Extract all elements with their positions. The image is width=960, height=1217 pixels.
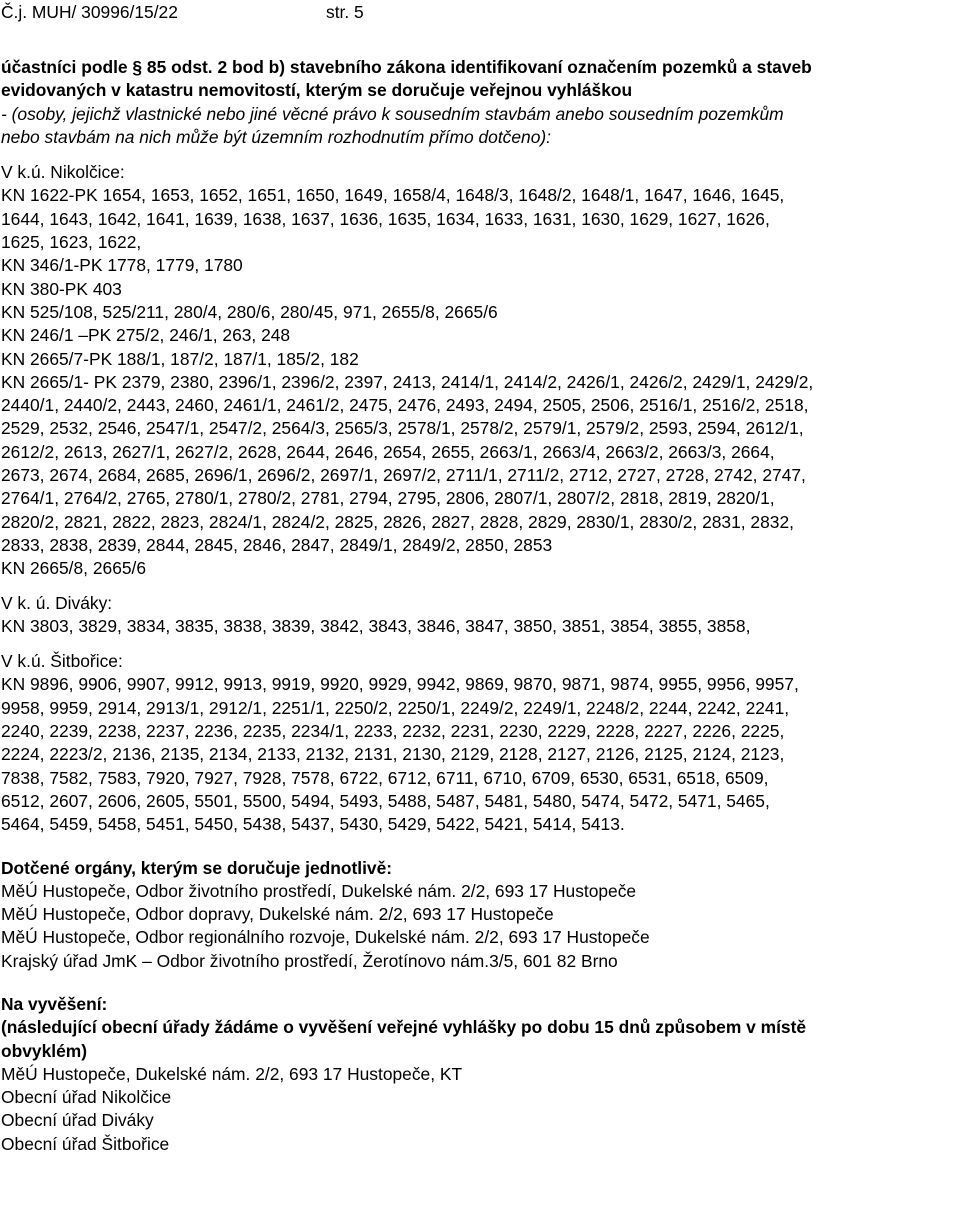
posting-section — [1, 993, 960, 1156]
authorities-heading: Dotčené orgány, kterým se doručuje jednotlivě: — [1, 857, 393, 878]
parcel-line: 2833, 2838, 2839, 2844, 2845, 2846, 2847, 2849/1, 2849/2, 2850, 2853 — [1, 534, 553, 555]
parcel-line: 1625, 1623, 1622, — [1, 232, 142, 253]
parcel-line: 2529, 2532, 2546, 2547/1, 2547/2, 2564/3, 2565/3, 2578/1, 2578/2, 2579/1, 2579/2, 2593, 2594, 2612/1, — [1, 418, 804, 439]
parcel-line: 2764/1, 2764/2, 2765, 2780/1, 2780/2, 2781, 2794, 2795, 2806, 2807/1, 2807/2, 2818, 2819, 2820/1, — [1, 488, 775, 509]
spacer — [1, 639, 960, 651]
parcel-line: 2612/2, 2613, 2627/1, 2627/2, 2628, 2644, 2646, 2654, 2655, 2663/1, 2663/4, 2663/2, 2663/3, 2664, — [1, 441, 775, 462]
parcels-nikolcice — [1, 161, 960, 580]
parcel-line: 5464, 5459, 5458, 5451, 5450, 5438, 5437, 5430, 5429, 5422, 5421, 5414, 5413. — [1, 814, 625, 835]
participants-section — [1, 56, 960, 149]
cadastral-area-title: V k. ú. Diváky: — [1, 593, 113, 614]
authorities-section — [1, 857, 960, 973]
parcel-line: KN 1622-PK 1654, 1653, 1652, 1651, 1650, 1649, 1658/4, 1648/3, 1648/2, 1648/1, 1647, 1646, 1645, — [1, 185, 785, 206]
parcel-line: KN 2665/1- PK 2379, 2380, 2396/1, 2396/2, 2397, 2413, 2414/1, 2414/2, 2426/1, 2426/2, 2429/1, 2429/2, — [1, 371, 814, 392]
posting-request-line: obvyklém) — [1, 1040, 88, 1061]
parcel-line: 2820/2, 2821, 2822, 2823, 2824/1, 2824/2, 2825, 2826, 2827, 2828, 2829, 2830/1, 2830/2, 2831, 2832, — [1, 511, 794, 532]
parcel-line: KN 2665/8, 2665/6 — [1, 558, 147, 579]
cadastral-area-title: V k.ú. Nikolčice: — [1, 162, 125, 183]
spacer — [1, 581, 960, 593]
participants-note-line: - (osoby, jejichž vlastnické nebo jiné věcné právo k sousedním stavbám anebo sousedním pozemkům — [1, 103, 784, 124]
parcels-divaky — [1, 592, 960, 639]
parcel-line: 2673, 2674, 2684, 2685, 2696/1, 2696/2, 2697/1, 2697/2, 2711/1, 2711/2, 2712, 2727, 2728, 2742, 2747, — [1, 465, 806, 486]
parcel-line: 7838, 7582, 7583, 7920, 7927, 7928, 7578, 6722, 6712, 6711, 6710, 6709, 6530, 6531, 6518, 6509, — [1, 767, 769, 788]
parcel-line: 2224, 2223/2, 2136, 2135, 2134, 2133, 2132, 2131, 2130, 2129, 2128, 2127, 2126, 2125, 2124, 2123, — [1, 744, 785, 765]
participants-heading-line: účastníci podle § 85 odst. 2 bod b) stavebního zákona identifikovaní označením pozemků a staveb — [1, 57, 812, 77]
participants-heading-line: evidovaných v katastru nemovitostí, kterým se doručuje veřejnou vyhláškou — [1, 80, 633, 101]
spacer — [1, 837, 960, 857]
parcel-line: 6512, 2607, 2606, 2605, 5501, 5500, 5494, 5493, 5488, 5487, 5481, 5480, 5474, 5472, 5471, 5465, — [1, 790, 770, 811]
cadastral-area-title: V k.ú. Šitbořice: — [1, 651, 123, 672]
posting-recipient-line: Obecní úřad Nikolčice — [1, 1087, 172, 1108]
page-header — [1, 1, 960, 24]
parcel-line: 9958, 9959, 2914, 2913/1, 2912/1, 2251/1, 2250/2, 2250/1, 2249/2, 2249/1, 2248/2, 2244, 2242, 2241, — [1, 697, 790, 718]
parcel-line: KN 246/1 –PK 275/2, 246/1, 263, 248 — [1, 325, 291, 346]
posting-recipient-line: MěÚ Hustopeče, Dukelské nám. 2/2, 693 17 Hustopeče, KT — [1, 1063, 463, 1084]
parcel-line: KN 346/1-PK 1778, 1779, 1780 — [1, 255, 243, 276]
posting-recipient-line: Obecní úřad Diváky — [1, 1110, 154, 1131]
parcel-line: KN 525/108, 525/211, 280/4, 280/6, 280/45, 971, 2655/8, 2665/6 — [1, 301, 498, 322]
parcel-line: KN 9896, 9906, 9907, 9912, 9913, 9919, 9920, 9929, 9942, 9869, 9870, 9871, 9874, 9955, 9956, 9957, — [1, 674, 799, 695]
parcel-line: KN 3803, 3829, 3834, 3835, 3838, 3839, 3842, 3843, 3846, 3847, 3850, 3851, 3854, 3855, 3858, — [1, 616, 751, 637]
document-reference: Č.j. MUH/ 30996/15/22 — [1, 2, 178, 22]
posting-recipient-line: Obecní úřad Šitbořice — [1, 1133, 170, 1154]
spacer — [1, 149, 960, 161]
parcel-line: 2240, 2239, 2238, 2237, 2236, 2235, 2234/1, 2233, 2232, 2231, 2230, 2229, 2228, 2227, 2226, 2225, — [1, 721, 785, 742]
document-body — [1, 56, 960, 1156]
posting-request-line: (následující obecní úřady žádáme o vyvěšení veřejné vyhlášky po dobu 15 dnů způsobem v místě — [1, 1017, 807, 1038]
parcels-sitborice — [1, 650, 960, 836]
parcel-line: 1644, 1643, 1642, 1641, 1639, 1638, 1637, 1636, 1635, 1634, 1633, 1631, 1630, 1629, 1627, 1626, — [1, 208, 770, 229]
participants-note-line: nebo stavbám na nich může být územním rozhodnutím přímo dotčeno): — [1, 126, 552, 147]
parcel-line: 2440/1, 2440/2, 2443, 2460, 2461/1, 2461/2, 2475, 2476, 2493, 2494, 2505, 2506, 2516/1, 2516/2, 2518, — [1, 395, 809, 416]
parcel-line: KN 2665/7-PK 188/1, 187/2, 187/1, 185/2, 182 — [1, 348, 359, 369]
page-number: str. 5 — [326, 2, 364, 22]
posting-heading: Na vyvěšení: — [1, 993, 108, 1014]
authority-line: MěÚ Hustopeče, Odbor životního prostředí, Dukelské nám. 2/2, 693 17 Hustopeče — [1, 880, 637, 901]
authority-line: MěÚ Hustopeče, Odbor regionálního rozvoje, Dukelské nám. 2/2, 693 17 Hustopeče — [1, 927, 650, 948]
authority-line: Krajský úřad JmK – Odbor životního prostředí, Žerotínovo nám.3/5, 601 82 Brno — [1, 950, 618, 971]
authority-line: MěÚ Hustopeče, Odbor dopravy, Dukelské nám. 2/2, 693 17 Hustopeče — [1, 904, 554, 925]
parcel-line: KN 380-PK 403 — [1, 278, 122, 299]
spacer — [1, 973, 960, 993]
